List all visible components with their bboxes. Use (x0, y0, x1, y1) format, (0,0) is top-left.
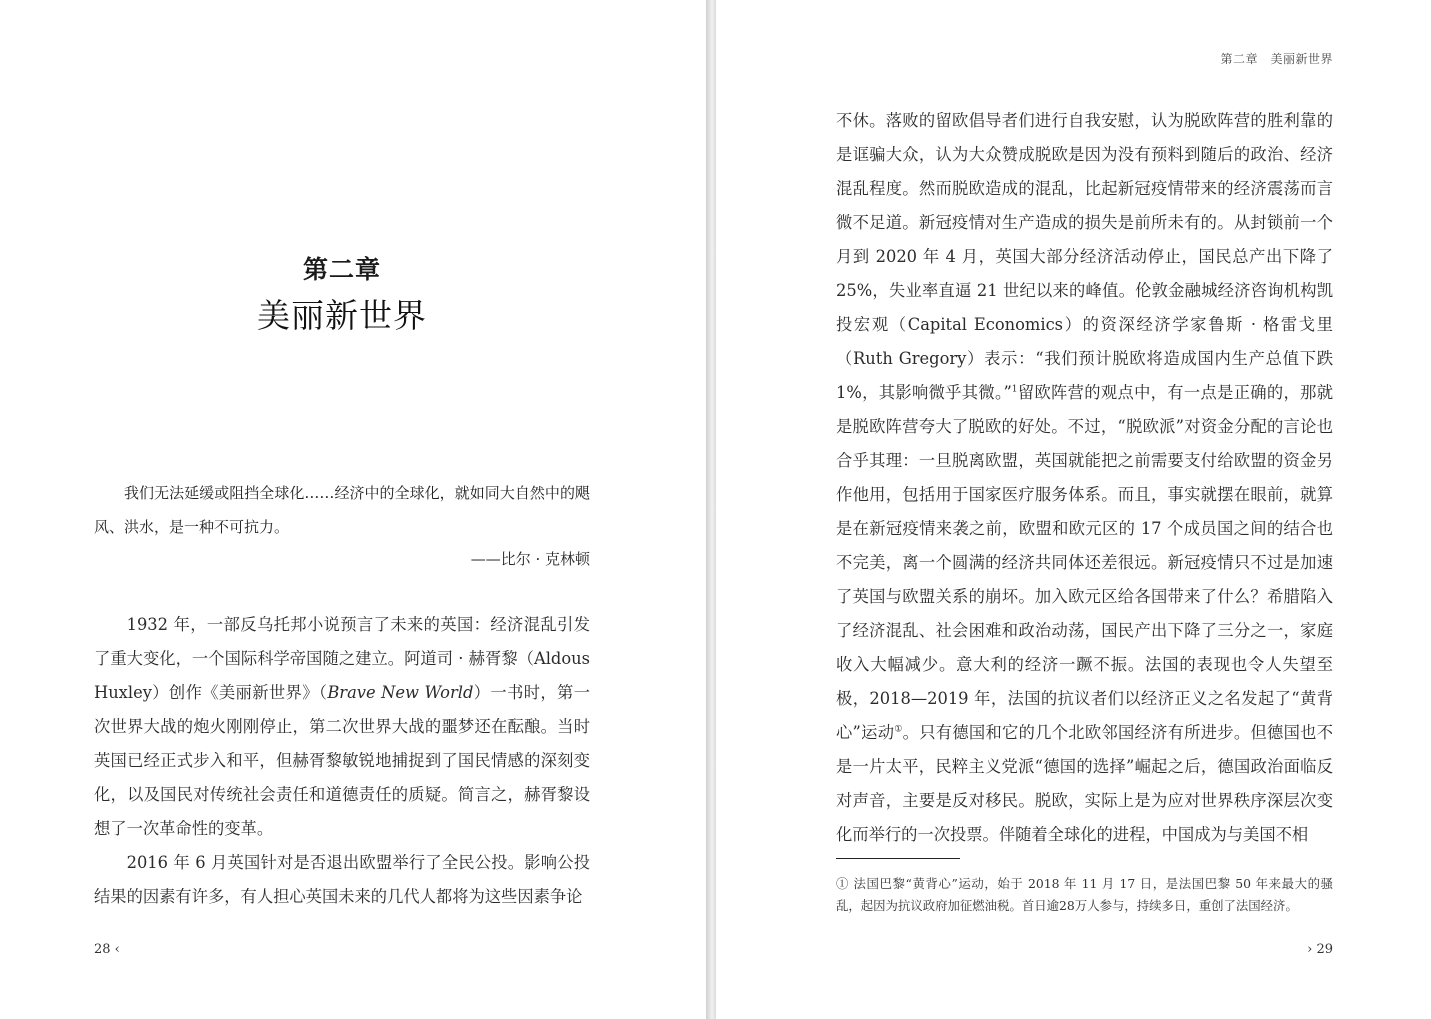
right-text-part-b: 留欧阵营的观点中，有一点是正确的，那就是脱欧阵营夸大了脱欧的好处。不过，“脱欧派”对资金分配的言论也合乎其理：一旦脱离欧盟，英国就能把之前需要支付给欧盟的资金另作他用，包括用于国家医疗服务体系。而且，事实就摆在眼前，就算是在新冠疫情来袭之前，欧盟和欧元区的 17 个成员国之间的结合也不完美，离一个圆满的经济共同体还差很远。新冠疫情只不过是加速了英国与欧盟关系的崩坏。加入欧元区给各国带来了什么？希腊陷入了经济混乱、社会困难和政治动荡，国民产出下降了三分之一，家庭收入大幅减少。意大利的经济一蹶不振。法国的表现也令人失望至极，2018—2019 年，法国的抗议者们以经济正义之名发起了“黄背心”运动 (836, 383, 1333, 742)
chapter-title: 美丽新世界 (257, 296, 427, 335)
left-page (0, 0, 706, 1019)
book-title-italic: Brave New World (327, 683, 474, 702)
paragraph-1-part-b: ）一书时，第一次世界大战的炮火刚刚停止，第二次世界大战的噩梦还在酝酿。当时英国已经正式步入和平，但赫胥黎敏锐地捕捉到了国民情感的深刻变化，以及国民对传统社会责任和道德责任的质疑。简言之，赫胥黎设想了一次革命性的变革。 (94, 683, 590, 838)
footnote-ref-1[interactable]: ① (894, 724, 903, 735)
footnote-text: ① 法国巴黎“黄背心”运动，始于 2018 年 11 月 17 日，是法国巴黎 50 年来最大的骚乱，起因为抗议政府加征燃油税。首日逾28万人参与，持续多日，重创了法国经济。 (836, 876, 1333, 913)
page-number-right: › 29 (1307, 942, 1333, 957)
left-body-text (94, 608, 590, 914)
right-body-text (836, 104, 1333, 852)
chapter-number: 第二章 (302, 255, 381, 284)
paragraph-2: 2016 年 6 月英国针对是否退出欧盟举行了全民公投。影响公投结果的因素有许多，有人担心英国未来的几代人都将为这些因素争论 (94, 853, 590, 906)
right-text-part-c: 。只有德国和它的几个北欧邻国经济有所进步。但德国也不是一片太平，民粹主义党派“德国的选择”崛起之后，德国政治面临反对声音，主要是反对移民。脱欧，实际上是为应对世界秩序深层次变化而举行的一次投票。伴随着全球化的进程，中国成为与美国不相 (836, 723, 1333, 844)
page-number-left: 28 ‹ (94, 942, 120, 957)
epigraph: 我们无法延缓或阻挡全球化……经济中的全球化，就如同大自然中的飓风、洪水，是一种不可抗力。 (94, 484, 590, 536)
paragraph-1-part-a: 1932 年，一部反乌托邦小说预言了未来的英国：经济混乱引发了重大变化，一个国际科学帝国随之建立。阿道司 · 赫胥黎（Aldous Huxley）创作《美丽新世界》（ (94, 615, 590, 702)
paragraph-1 (94, 608, 590, 846)
running-head: 第二章 美丽新世界 (1220, 52, 1333, 66)
footnote-divider (836, 858, 960, 859)
right-text-part-a: 不休。落败的留欧倡导者们进行自我安慰，认为脱欧阵营的胜利靠的是诓骗大众，认为大众赞成脱欧是因为没有预料到随后的政治、经济混乱程度。然而脱欧造成的混乱，比起新冠疫情带来的经济震荡而言微不足道。新冠疫情对生产造成的损失是前所未有的。从封锁前一个月到 2020 年 4 月，英国大部分经济活动停止，国民总产出下降了 25%，失业率直逼 21 世纪以来的峰值。伦敦金融城经济咨询机构凯投宏观（Capital Economics）的资深经济学家鲁斯 · 格雷戈里（Ruth Gregory）表示：“我们预计脱欧将造成国内生产总值下跌 1%，其影响微乎其微。” (836, 111, 1333, 402)
epigraph-attribution: ——比尔 · 克林顿 (470, 550, 590, 568)
endnote-ref-1[interactable]: 1 (1011, 384, 1018, 395)
book-gutter (706, 0, 716, 1019)
right-paragraph (836, 104, 1333, 852)
